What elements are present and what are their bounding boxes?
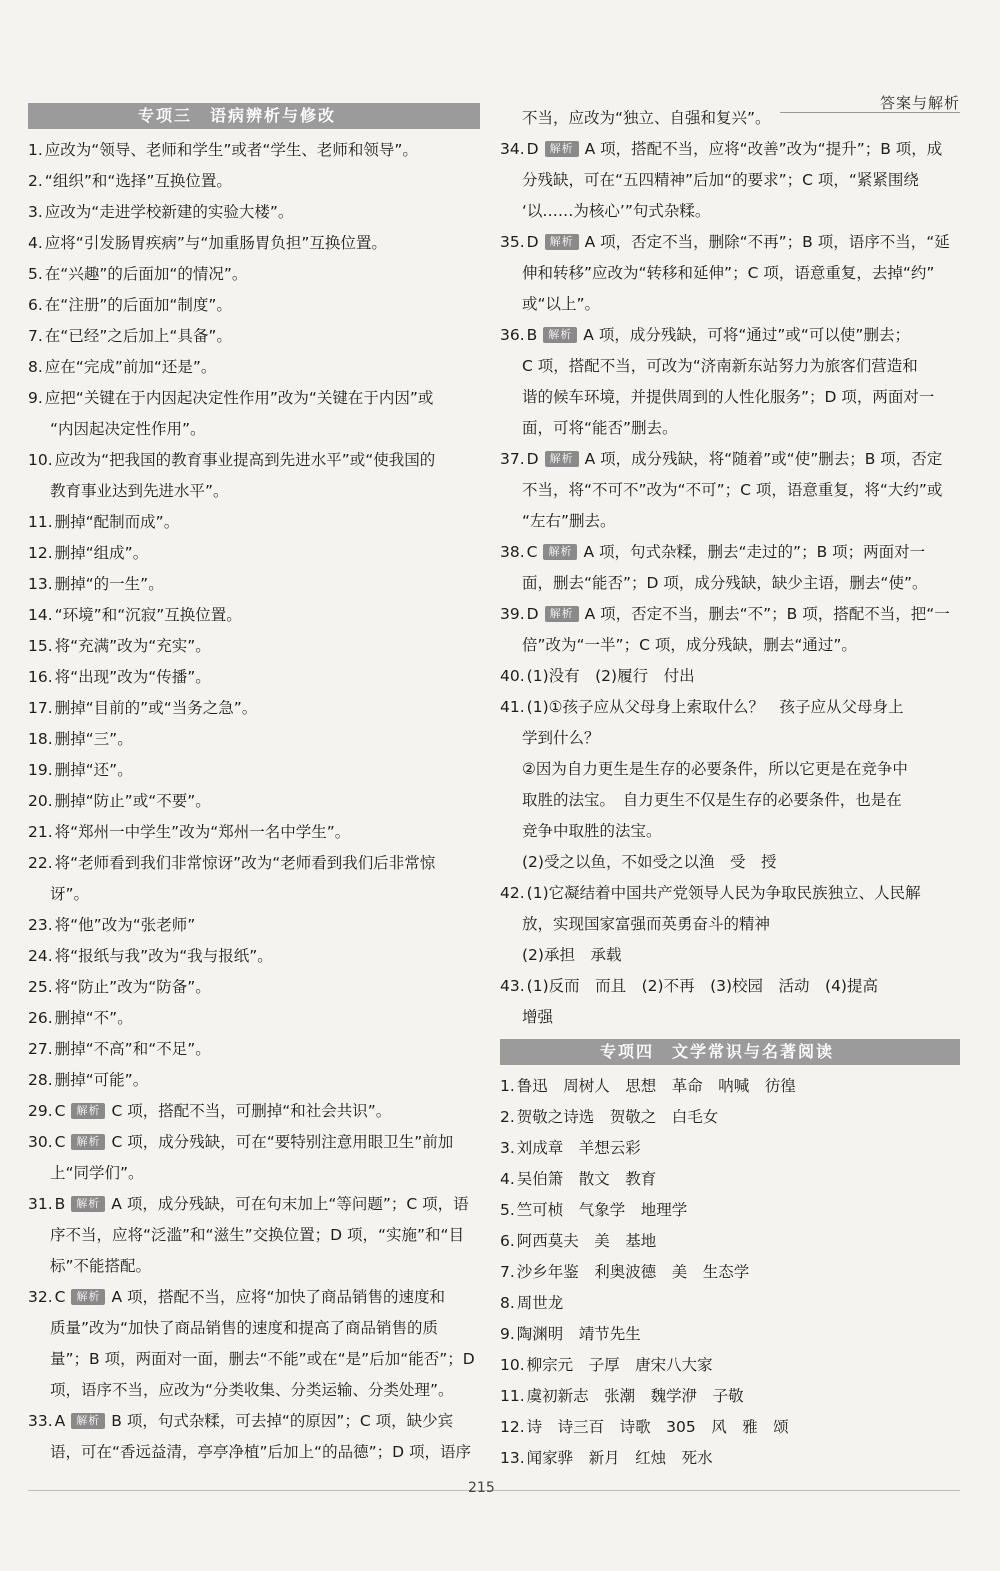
answer-text: 删掉“不高”和“不足”。	[54, 1040, 211, 1058]
item-number: 37.	[500, 450, 525, 468]
answer-text: 将“报纸与我”改为“我与报纸”。	[54, 947, 273, 965]
answer-line	[500, 1257, 960, 1288]
item-number: 13.	[500, 1449, 525, 1467]
answer-text: 谐的候车环境，并提供周到的人性化服务”；D 项，两面对一	[522, 388, 935, 406]
answer-text: “环境”和“沉寂”互换位置。	[54, 606, 242, 624]
answer-text: 吴伯箫 散文 教育	[516, 1170, 657, 1188]
answer-text: B 项，句式杂糅，可去掉“的原因”；C 项，缺少宾	[111, 1412, 454, 1430]
answer-line	[28, 786, 480, 817]
answer-text: 应将“引发肠胃疾病”与“加重肠胃负担”互换位置。	[44, 234, 387, 252]
answer-line	[500, 351, 960, 382]
item-number: 11.	[28, 513, 53, 531]
answer-line	[28, 879, 480, 910]
answer-line	[500, 971, 960, 1002]
answer-choice: C	[54, 1102, 66, 1120]
right-column	[500, 103, 960, 1474]
answer-line	[500, 661, 960, 692]
item-number: 31.	[28, 1195, 53, 1213]
answer-text: 删掉“组成”。	[54, 544, 149, 562]
item-number: 41.	[500, 698, 525, 716]
answer-text: 取胜的法宝。 自力更生不仅是生存的必要条件，也是在	[522, 791, 902, 809]
answer-line	[500, 1102, 960, 1133]
answer-text: 删掉“还”。	[54, 761, 133, 779]
item-number: 39.	[500, 605, 525, 623]
answer-line	[28, 910, 480, 941]
answer-text: C 项，成分残缺，可在“要特别注意用眼卫生”前加	[111, 1133, 454, 1151]
answer-text: 学到什么？	[522, 729, 600, 747]
item-number: 2.	[500, 1108, 515, 1126]
right-lines-top	[500, 103, 960, 1033]
item-number: 38.	[500, 543, 525, 561]
item-number: 36.	[500, 326, 525, 344]
answer-line	[500, 134, 960, 165]
answer-text: 应改为“走进学校新建的实验大楼”。	[44, 203, 294, 221]
answer-text: 将“防止”改为“防备”。	[54, 978, 211, 996]
answer-text: 贺敬之诗选 贺敬之 白毛女	[516, 1108, 719, 1126]
answer-text: 面，可将“能否”删去。	[522, 419, 678, 437]
answer-line	[500, 692, 960, 723]
answer-line	[500, 878, 960, 909]
item-number: 6.	[28, 296, 43, 314]
answer-text: 标”不能搭配。	[50, 1257, 152, 1275]
answer-text: 或“以上”。	[522, 295, 601, 313]
analysis-badge: 解析	[71, 1289, 105, 1305]
answer-line	[500, 599, 960, 630]
left-column	[28, 103, 480, 1468]
answer-line	[500, 1226, 960, 1257]
answer-text: 倍”改为“一半”；C 项，成分残缺，删去“通过”。	[522, 636, 857, 654]
answer-text: ‘以……为核心’”句式杂糅。	[522, 202, 711, 220]
item-number: 42.	[500, 884, 525, 902]
answer-line	[28, 1406, 480, 1437]
item-number: 4.	[28, 234, 43, 252]
answer-text: 删掉“防止”或“不要”。	[54, 792, 211, 810]
answer-text: 将“出现”改为“传播”。	[54, 668, 211, 686]
item-number: 24.	[28, 947, 53, 965]
answer-text: 删掉“可能”。	[54, 1071, 149, 1089]
section-title-3: 专项三 语病辨析与修改	[28, 103, 480, 129]
answer-line	[500, 1319, 960, 1350]
answer-line	[28, 197, 480, 228]
answer-text: A 项，搭配不当，应将“改善”改为“提升”；B 项，成	[584, 140, 943, 158]
answer-text: 将“他”改为“张老师”	[54, 916, 196, 934]
item-number: 5.	[28, 265, 43, 283]
item-number: 23.	[28, 916, 53, 934]
answer-line	[500, 785, 960, 816]
item-number: 10.	[500, 1356, 525, 1374]
answer-text: 项，语序不当，应改为“分类收集、分类运输、分类处理”。	[50, 1381, 454, 1399]
answer-choice: D	[526, 450, 539, 468]
item-number: 26.	[28, 1009, 53, 1027]
answer-line	[28, 321, 480, 352]
item-number: 3.	[28, 203, 43, 221]
analysis-badge: 解析	[543, 544, 577, 560]
answer-text: 刘成章 羊想云彩	[516, 1139, 641, 1157]
answer-text: 序不当，应将“泛滥”和“滋生”交换位置；D 项，“实施”和“目	[50, 1226, 465, 1244]
answer-line	[500, 103, 960, 134]
answer-text: 虞初新志 张潮 魏学洢 子敬	[526, 1387, 744, 1405]
header-tag: 答案与解析	[879, 94, 960, 112]
item-number: 35.	[500, 233, 525, 251]
answer-text: C 项，搭配不当，可改为“济南新东站努力为旅客们营造和	[522, 357, 918, 375]
answer-line	[28, 1282, 480, 1313]
answer-text: 将“郑州一中学生”改为“郑州一名中学生”。	[54, 823, 351, 841]
answer-line	[28, 383, 480, 414]
answer-text: (1)没有 (2)履行 付出	[526, 667, 695, 685]
page-number: 215	[468, 1480, 495, 1496]
answer-line	[28, 352, 480, 383]
answer-text: 阿西莫夫 美 基地	[516, 1232, 657, 1250]
item-number: 3.	[500, 1139, 515, 1157]
item-number: 4.	[500, 1170, 515, 1188]
item-number: 21.	[28, 823, 53, 841]
item-number: 33.	[28, 1412, 53, 1430]
left-lines	[28, 135, 480, 1468]
answer-line	[28, 1375, 480, 1406]
answer-text: 闻家骅 新月 红烛 死水	[526, 1449, 713, 1467]
answer-line	[500, 227, 960, 258]
answer-text: (2)承担 承载	[522, 946, 622, 964]
analysis-badge: 解析	[545, 451, 579, 467]
answer-line	[500, 816, 960, 847]
item-number: 30.	[28, 1133, 53, 1151]
answer-text: 在“已经”之后加上“具备”。	[44, 327, 232, 345]
answer-text: 沙乡年鉴 利奥波德 美 生态学	[516, 1263, 750, 1281]
answer-text: A 项，成分残缺，将“随着”或“使”删去；B 项，否定	[584, 450, 943, 468]
answer-text: A 项，否定不当，删去“不”；B 项，搭配不当，把“一	[584, 605, 950, 623]
answer-line	[500, 444, 960, 475]
answer-line	[500, 165, 960, 196]
answer-line	[500, 909, 960, 940]
answer-line	[500, 320, 960, 351]
answer-text: A 项，否定不当，删除“不再”；B 项，语序不当，“延	[584, 233, 950, 251]
answer-line	[28, 1437, 480, 1468]
answer-line	[28, 228, 480, 259]
answer-line	[28, 569, 480, 600]
answer-text: 上“同学们”。	[50, 1164, 144, 1182]
item-number: 11.	[500, 1387, 525, 1405]
analysis-badge: 解析	[545, 141, 579, 157]
item-number: 9.	[28, 389, 43, 407]
answer-line	[500, 382, 960, 413]
answer-text: 语，可在“香远益清，亭亭净植”后加上“的品德”；D 项，语序	[50, 1443, 471, 1461]
item-number: 8.	[500, 1294, 515, 1312]
answer-line	[500, 1412, 960, 1443]
answer-text: 将“老师看到我们非常惊讶”改为“老师看到我们后非常惊	[54, 854, 436, 872]
answer-text: (2)受之以鱼，不如受之以渔 受 授	[522, 853, 777, 871]
answer-text: (1)①孩子应从父母身上索取什么？ 孩子应从父母身上	[526, 698, 904, 716]
answer-line	[500, 196, 960, 227]
answer-text: 伸和转移”应改为“转移和延伸”；C 项，语意重复，去掉“约”	[522, 264, 935, 282]
answer-text: 陶渊明 靖节先生	[516, 1325, 641, 1343]
answer-line	[28, 848, 480, 879]
answer-line	[500, 537, 960, 568]
answer-line	[28, 135, 480, 166]
item-number: 18.	[28, 730, 53, 748]
answer-line	[500, 940, 960, 971]
item-number: 12.	[500, 1418, 525, 1436]
answer-text: 量”；B 项，两面对一面，删去“不能”或在“是”后加“能否”；D	[50, 1350, 475, 1368]
answer-text: 鲁迅 周树人 思想 革命 呐喊 彷徨	[516, 1077, 796, 1095]
item-number: 27.	[28, 1040, 53, 1058]
answer-line	[28, 724, 480, 755]
answer-line	[28, 476, 480, 507]
answer-text: 删掉“三”。	[54, 730, 133, 748]
answer-line	[500, 1071, 960, 1102]
answer-line	[500, 1002, 960, 1033]
answer-line	[500, 723, 960, 754]
answer-line	[500, 630, 960, 661]
answer-line	[28, 631, 480, 662]
answer-text: (1)它凝结着中国共产党领导人民为争取民族独立、人民解	[526, 884, 921, 902]
answer-line	[500, 1381, 960, 1412]
answer-line	[28, 1034, 480, 1065]
answer-text: 删掉“配制而成”。	[54, 513, 180, 531]
answer-text: “内因起决定性作用”。	[50, 420, 206, 438]
item-number: 12.	[28, 544, 53, 562]
item-number: 6.	[500, 1232, 515, 1250]
item-number: 29.	[28, 1102, 53, 1120]
answer-text: A 项，搭配不当，应将“加快了商品销售的速度和	[111, 1288, 446, 1306]
answer-line	[28, 1065, 480, 1096]
right-lines-bottom	[500, 1071, 960, 1474]
answer-line	[500, 258, 960, 289]
answer-text: 诗 诗三百 诗歌 305 风 雅 颂	[526, 1418, 789, 1436]
answer-line	[500, 1288, 960, 1319]
answer-text: 应把“关键在于内因起决定性作用”改为“关键在于内因”或	[44, 389, 434, 407]
answer-choice: C	[54, 1288, 66, 1306]
answer-line	[500, 506, 960, 537]
answer-text: “组织”和“选择”互换位置。	[44, 172, 232, 190]
answer-line	[28, 693, 480, 724]
answer-line	[28, 290, 480, 321]
item-number: 34.	[500, 140, 525, 158]
item-number: 25.	[28, 978, 53, 996]
answer-text: 应在“完成”前加“还是”。	[44, 358, 217, 376]
analysis-badge: 解析	[543, 327, 577, 343]
answer-line	[500, 1195, 960, 1226]
answer-line	[500, 847, 960, 878]
answer-line	[28, 1003, 480, 1034]
analysis-badge: 解析	[545, 606, 579, 622]
answer-text: 不当，应改为“独立、自强和复兴”。	[522, 109, 771, 127]
analysis-badge: 解析	[71, 1103, 105, 1119]
answer-line	[500, 1443, 960, 1474]
answer-line	[500, 1164, 960, 1195]
item-number: 8.	[28, 358, 43, 376]
item-number: 7.	[28, 327, 43, 345]
answer-line	[28, 1313, 480, 1344]
answer-line	[28, 1127, 480, 1158]
answer-line	[28, 600, 480, 631]
item-number: 14.	[28, 606, 53, 624]
item-number: 2.	[28, 172, 43, 190]
answer-text: 柳宗元 子厚 唐宋八大家	[526, 1356, 713, 1374]
answer-text: 删掉“不”。	[54, 1009, 133, 1027]
item-number: 9.	[500, 1325, 515, 1343]
answer-text: 放，实现国家富强而英勇奋斗的精神	[522, 915, 771, 933]
item-number: 19.	[28, 761, 53, 779]
answer-line	[28, 414, 480, 445]
item-number: 43.	[500, 977, 525, 995]
analysis-badge: 解析	[71, 1134, 105, 1150]
answer-choice: D	[526, 605, 539, 623]
answer-line	[28, 166, 480, 197]
answer-text: A 项，句式杂糅，删去“走过的”；B 项；两面对一	[583, 543, 926, 561]
answer-text: 周世龙	[516, 1294, 564, 1312]
answer-line	[28, 941, 480, 972]
item-number: 1.	[28, 141, 43, 159]
answer-line	[28, 1158, 480, 1189]
item-number: 13.	[28, 575, 53, 593]
answer-line	[28, 1189, 480, 1220]
answer-text: 应改为“把我国的教育事业提高到先进水平”或“使我国的	[54, 451, 436, 469]
answer-text: 删掉“目前的”或“当务之急”。	[54, 699, 258, 717]
item-number: 16.	[28, 668, 53, 686]
answer-text: 竺可桢 气象学 地理学	[516, 1201, 688, 1219]
answer-line	[28, 507, 480, 538]
item-number: 7.	[500, 1263, 515, 1281]
answer-line	[28, 1096, 480, 1127]
answer-text: (1)反而 而且 (2)不再 (3)校园 活动 (4)提高	[526, 977, 878, 995]
analysis-badge: 解析	[71, 1413, 105, 1429]
answer-choice: D	[526, 233, 539, 251]
answer-line	[500, 568, 960, 599]
answer-line	[500, 475, 960, 506]
answer-text: 质量”改为“加快了商品销售的速度和提高了商品销售的质	[50, 1319, 439, 1337]
answer-line	[28, 755, 480, 786]
answer-line	[28, 1344, 480, 1375]
answer-choice: D	[526, 140, 539, 158]
answer-choice: C	[526, 543, 538, 561]
answer-choice: B	[54, 1195, 66, 1213]
answer-text: A 项，成分残缺，可将“通过”或“可以使”删去；	[583, 326, 910, 344]
answer-text: 应改为“领导、老师和学生”或者“学生、老师和领导”。	[44, 141, 418, 159]
answer-line	[500, 413, 960, 444]
answer-text: 在“兴趣”的后面加“的情况”。	[44, 265, 248, 283]
answer-line	[28, 259, 480, 290]
answer-text: C 项，搭配不当，可删掉“和社会共识”。	[111, 1102, 392, 1120]
item-number: 40.	[500, 667, 525, 685]
answer-text: 将“充满”改为“充实”。	[54, 637, 211, 655]
answer-text: 讶”。	[50, 885, 90, 903]
answer-line	[28, 1251, 480, 1282]
answer-line	[28, 817, 480, 848]
item-number: 15.	[28, 637, 53, 655]
section-title-4: 专项四 文学常识与名著阅读	[500, 1039, 960, 1065]
answer-text: 分残缺，可在“五四精神”后加“的要求”；C 项，“紧紧围绕	[522, 171, 919, 189]
item-number: 28.	[28, 1071, 53, 1089]
answer-text: “左右”删去。	[522, 512, 616, 530]
answer-line	[28, 445, 480, 476]
answer-text: ②因为自力更生是生存的必要条件，所以它更是在竞争中	[522, 760, 908, 778]
answer-line	[500, 1133, 960, 1164]
answer-choice: A	[54, 1412, 66, 1430]
answer-text: 在“注册”的后面加“制度”。	[44, 296, 232, 314]
answer-line	[500, 289, 960, 320]
item-number: 32.	[28, 1288, 53, 1306]
item-number: 1.	[500, 1077, 515, 1095]
answer-line	[28, 538, 480, 569]
analysis-badge: 解析	[71, 1196, 105, 1212]
item-number: 10.	[28, 451, 53, 469]
answer-line	[500, 1350, 960, 1381]
answer-line	[500, 754, 960, 785]
item-number: 17.	[28, 699, 53, 717]
item-number: 5.	[500, 1201, 515, 1219]
answer-line	[28, 662, 480, 693]
answer-choice: B	[526, 326, 538, 344]
analysis-badge: 解析	[545, 234, 579, 250]
answer-text: 不当，将“不可不”改为“不可”；C 项，语意重复，将“大约”或	[522, 481, 943, 499]
answer-text: A 项，成分残缺，可在句末加上“等问题”；C 项，语	[111, 1195, 469, 1213]
answer-text: 删掉“的一生”。	[54, 575, 164, 593]
item-number: 20.	[28, 792, 53, 810]
answer-text: 竞争中取胜的法宝。	[522, 822, 662, 840]
item-number: 22.	[28, 854, 53, 872]
answer-choice: C	[54, 1133, 66, 1151]
answer-line	[28, 972, 480, 1003]
answer-text: 面，删去“能否”；D 项，成分残缺，缺少主语，删去“使”。	[522, 574, 928, 592]
answer-line	[28, 1220, 480, 1251]
answer-text: 增强	[522, 1008, 554, 1026]
answer-text: 教育事业达到先进水平”。	[50, 482, 229, 500]
